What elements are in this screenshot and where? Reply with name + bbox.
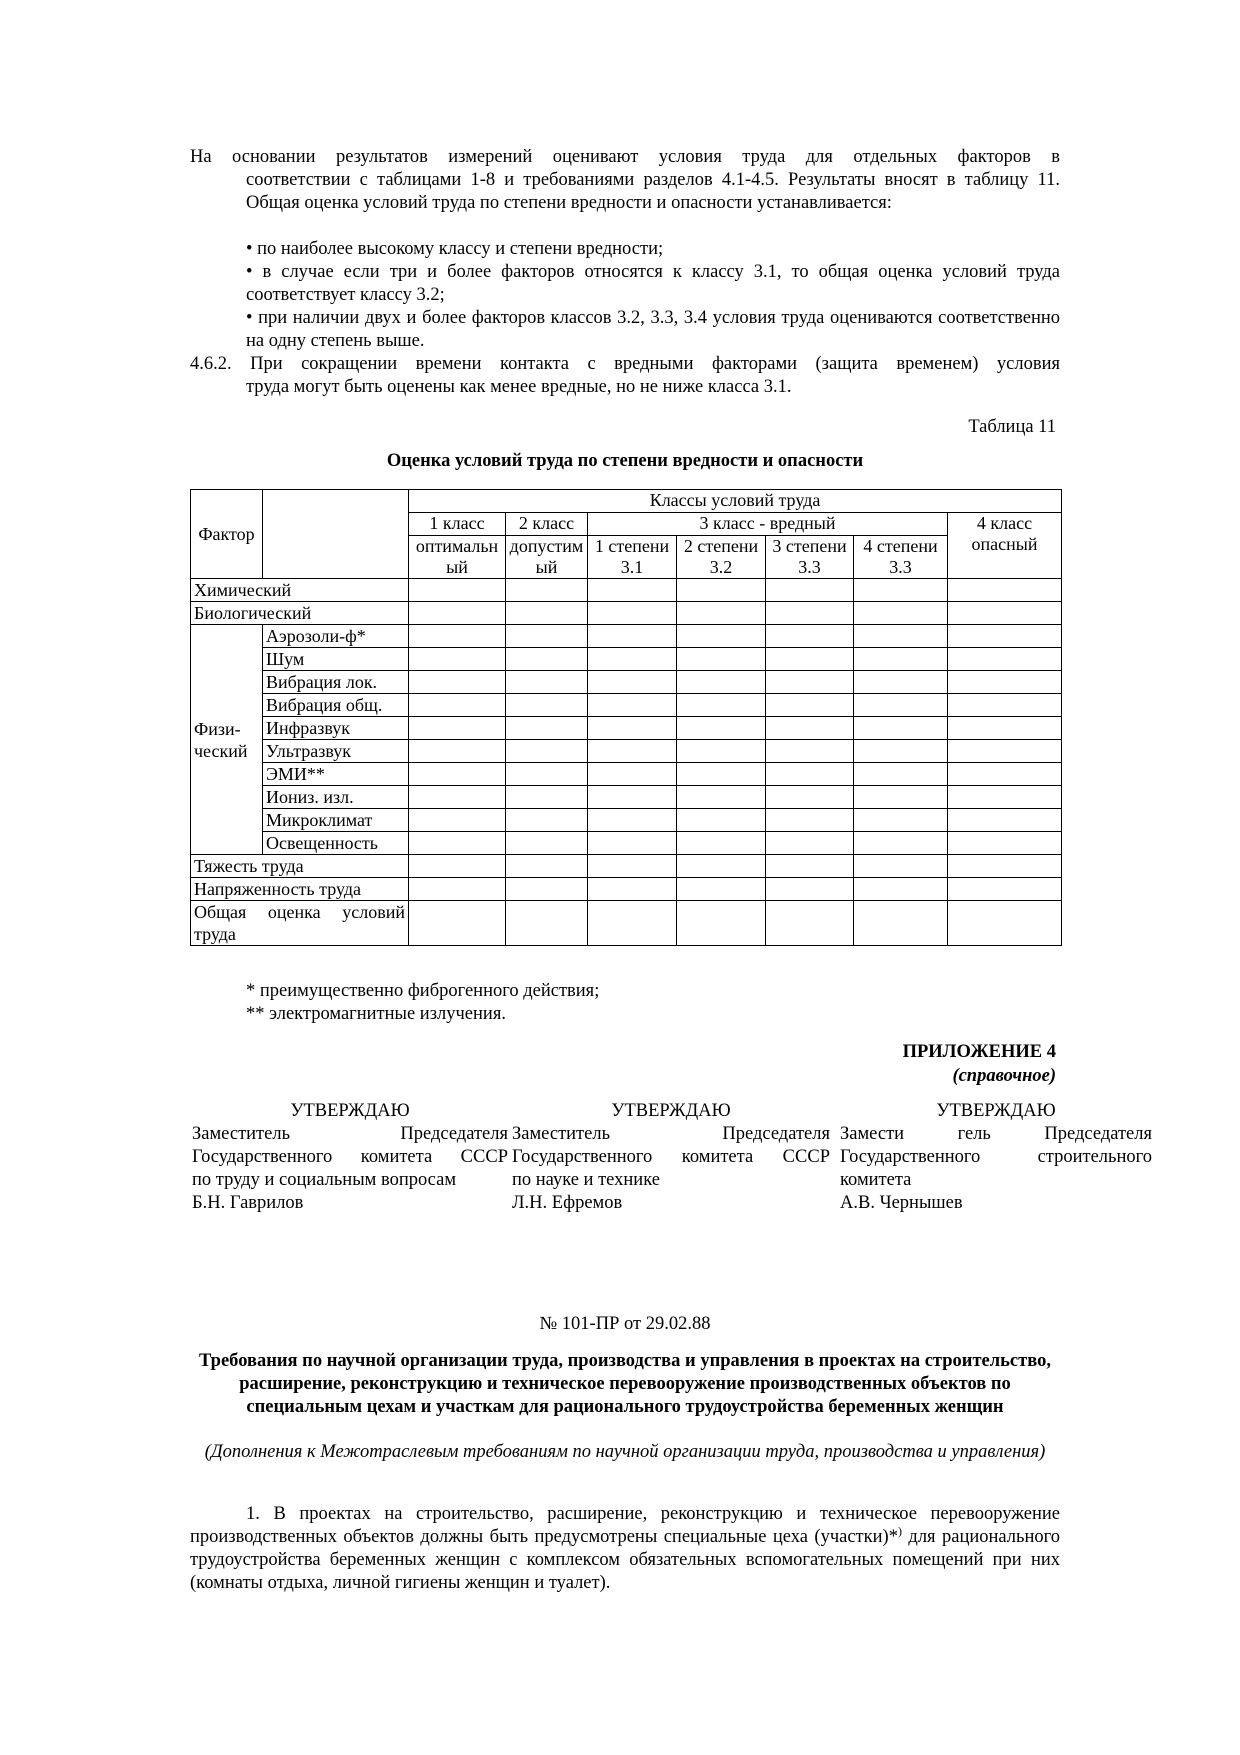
degree3-header: 3 степени 3.3 [766,536,854,579]
row-label-overall: Общая оценка условий труда [191,901,409,946]
bullet-2: • в случае если три и более факторов относятся к классу 3.1, то общая оценка условий труда соответствует классу 3.2; [246,262,1060,305]
class4-label: 4 класс [976,513,1033,533]
approval-line: Государственного строительного [840,1147,1152,1167]
approval-head: УТВЕРЖДАЮ [611,1101,731,1121]
approval-line: по науке и технике [512,1170,660,1190]
table-number: Таблица 11 [968,417,1056,437]
phys-item: Микроклимат [263,809,409,832]
approval-name: Б.Н. Гаврилов [192,1193,304,1213]
appendix-title: ПРИЛОЖЕНИЕ 4 [902,1042,1056,1062]
phys-item: Шум [263,648,409,671]
approval-name: Л.Н. Ефремов [512,1193,623,1213]
table-row [191,671,1062,694]
class1-sub: оптимальн ый [409,536,506,579]
intro-first-line: На основании результатов измерений оценивают условия труда для отдельных факторов в [190,147,1060,167]
table-row [191,786,1062,809]
approval-head: УТВЕРЖДАЮ [936,1101,1056,1121]
requirements-paragraph-1 [190,1503,1060,1595]
p462-continuation: труда могут быть оценены как менее вредные, но не ниже класса 3.1. [246,377,792,397]
phys-item: Вибрация общ. [263,694,409,717]
degree1-header: 1 степени 3.1 [588,536,677,579]
approval-block-1 [192,1100,508,1215]
approval-line: Государственного комитета СССР [192,1147,508,1167]
footnote-1: * преимущественно фиброгенного действия; [246,981,600,1001]
approval-line: Замести гель Председателя [840,1124,1152,1144]
row-label-physical: Физи-ческий [191,625,263,855]
approval-name: А.В. Чернышев [840,1193,963,1213]
degree2-header: 2 степени 3.2 [677,536,766,579]
degree4-header: 4 степени 3.3 [854,536,948,579]
approval-line: комитета [840,1170,912,1190]
approval-block-2 [512,1100,830,1215]
table-row [191,648,1062,671]
table-row [191,740,1062,763]
req-text-b: для рационального трудоустройства беременных женщин с комплексом обязательных вспомогательных помещений при них (комнаты отдыха, личной гигиены женщин и туалет). [190,1527,1060,1593]
table-row [191,832,1062,855]
bullet-1: • по наиболее высокому классу и степени вредности; [246,239,664,259]
table-row [191,694,1062,717]
factor-subheader-empty [263,490,409,579]
table-row [191,878,1062,901]
factor-header: Фактор [191,490,263,579]
table-row [191,602,1062,625]
appendix-subtitle: (справочное) [952,1066,1056,1086]
class2-header: 2 класс [506,513,588,536]
paragraph-4-6-2 [190,353,1060,399]
bullet-3: • при наличии двух и более факторов классов 3.2, 3.3, 3.4 условия труда оцениваются соответственно на одну степень выше. [246,308,1060,351]
row-label-tension: Напряженность труда [191,878,409,901]
table-row [191,901,1062,946]
p462-first-line: 4.6.2. При сокращении времени контакта с вредными факторами (защита временем) условия [190,354,1060,374]
approval-line: Заместитель Председателя [192,1124,508,1144]
req-footnote-mark: ) [897,1523,902,1538]
table-header-row-1 [191,490,1062,513]
table-row [191,809,1062,832]
req-text-a: 1. В проектах на строительство, расширение, реконструкцию и техническое перевооружение производственных объектов должны быть предусмотрены специальные цеха (участки)* [190,1504,1060,1547]
table-row [191,763,1062,786]
class4-header [948,513,1062,579]
table-row [191,625,1062,648]
phys-item: Аэрозоли-ф* [263,625,409,648]
phys-item: Иониз. изл. [263,786,409,809]
intro-continuation: соответствии с таблицами 1-8 и требованиями разделов 4.1-4.5. Результаты вносят в таблицу 11. Общая оценка условий труда по степени вредности и опасности устанавливается: [246,170,1060,213]
class1-header: 1 класс [409,513,506,536]
approval-head: УТВЕРЖДАЮ [290,1101,410,1121]
phys-item: Освещенность [263,832,409,855]
approval-block-3 [840,1100,1152,1215]
table-row [191,579,1062,602]
phys-item: Вибрация лок. [263,671,409,694]
table-title: Оценка условий труда по степени вредности и опасности [386,451,864,471]
requirements-subtitle: (Дополнения к Межотраслевым требованиям по научной организации труда, производства и управления) [204,1442,1046,1462]
class4-sub: опасный [971,534,1038,554]
table-row [191,717,1062,740]
requirements-title: Требования по научной организации труда, производства и управления в проектах на строительство, расширение, реконструкцию и техническое перевооружение производственных объектов по специальным цехам и участкам для рационального трудоустройства беременных женщин [199,1351,1051,1417]
phys-item: Инфразвук [263,717,409,740]
phys-item: Ультразвук [263,740,409,763]
row-label-biological: Биологический [191,602,409,625]
approval-line: Государственного комитета СССР [512,1147,830,1167]
footnote-2: ** электромагнитные излучения. [246,1004,506,1024]
approval-line: Заместитель Председателя [512,1124,830,1144]
class3-header: 3 класс - вредный [588,513,948,536]
assessment-table [190,489,1062,946]
classes-header: Классы условий труда [409,490,1062,513]
order-number: № 101-ПР от 29.02.88 [539,1314,711,1334]
intro-paragraph [190,146,1060,215]
table-row [191,855,1062,878]
class2-sub: допустим ый [506,536,588,579]
phys-item: ЭМИ** [263,763,409,786]
row-label-chemical: Химический [191,579,409,602]
approval-line: по труду и социальным вопросам [192,1170,457,1190]
row-label-heaviness: Тяжесть труда [191,855,409,878]
